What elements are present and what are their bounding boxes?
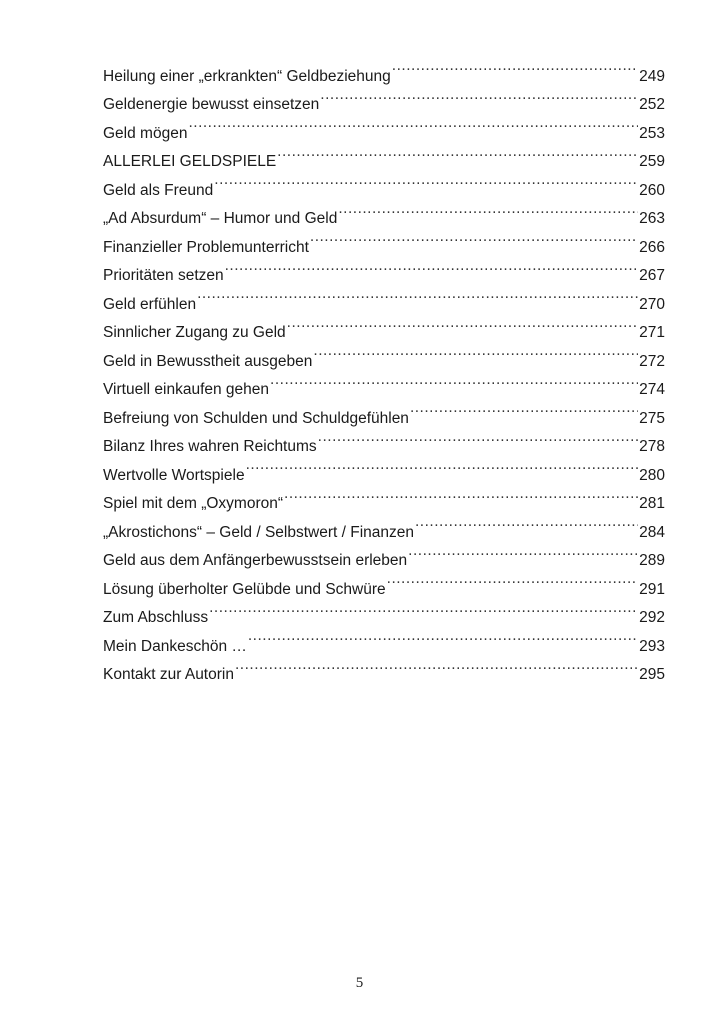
toc-entry-page: 284	[639, 523, 665, 541]
page-number: 5	[355, 975, 364, 991]
toc-entry-page: 253	[639, 124, 665, 142]
table-of-contents	[103, 52, 665, 683]
toc-entry-title: Befreiung von Schulden und Schuldgefühlen	[103, 409, 409, 427]
toc-entry-title: Bilanz Ihres wahren Reichtums	[103, 438, 317, 455]
toc-entry-title: ALLERLEI GELDSPIELE	[103, 153, 277, 170]
toc-entry-page: 289	[639, 552, 665, 569]
toc-dot-leader	[287, 309, 638, 338]
toc-entry-page: 275	[639, 409, 665, 427]
toc-entry-page: 291	[639, 580, 665, 598]
toc-entry-page: 292	[639, 609, 665, 626]
toc-entry-page: 249	[639, 67, 665, 85]
toc-dot-leader	[387, 565, 638, 594]
toc-dot-leader	[310, 223, 638, 252]
toc-dot-leader	[408, 537, 638, 566]
toc-entry-title: Mein Dankeschön …	[103, 637, 247, 655]
toc-entry-page: 274	[639, 381, 665, 398]
toc-entry-page: 293	[639, 637, 665, 655]
toc-dot-leader	[392, 52, 638, 81]
toc-entry-title: Geld erfühlen	[103, 295, 197, 313]
toc-entry-title: Zum Abschluss	[103, 609, 209, 626]
toc-entry-title: Spiel mit dem „Oxymoron“	[103, 495, 284, 512]
toc-dot-leader	[246, 451, 639, 480]
toc-dot-leader	[270, 366, 638, 395]
toc-entry-title: Virtuell einkaufen gehen	[103, 381, 270, 398]
toc-entry-title: Prioritäten setzen	[103, 267, 224, 284]
toc-entry-page: 252	[639, 96, 665, 113]
toc-entry-page: 263	[639, 210, 665, 227]
toc-dot-leader	[320, 81, 638, 110]
toc-entry-title: Geldenergie bewusst einsetzen	[103, 96, 320, 113]
toc-dot-leader	[313, 337, 638, 366]
toc-entry-title: Geld in Bewusstheit ausgeben	[103, 352, 313, 370]
toc-entry-title: Heilung einer „erkrankten“ Geldbeziehung	[103, 67, 391, 85]
toc-entry-page: 267	[639, 267, 665, 284]
toc-entry-page: 281	[639, 495, 665, 512]
toc-entry-page: 295	[639, 666, 665, 683]
toc-entry-title: Wertvolle Wortspiele	[103, 466, 245, 484]
toc-entry-title: Finanzieller Problemunterricht	[103, 238, 309, 256]
toc-entry-title: „Akrostichons“ – Geld / Selbstwert / Finanzen	[103, 523, 414, 541]
toc-entry-page: 280	[639, 466, 665, 484]
toc-entry-title: Kontakt zur Autorin	[103, 666, 234, 683]
toc-entry[interactable]	[103, 52, 665, 85]
toc-dot-leader	[284, 480, 638, 509]
toc-dot-leader	[277, 138, 638, 167]
toc-dot-leader	[209, 594, 638, 623]
toc-dot-leader	[197, 280, 638, 309]
toc-dot-leader	[410, 394, 638, 423]
toc-entry-page: 278	[639, 438, 665, 455]
toc-entry-page: 272	[639, 352, 665, 370]
toc-entry-page: 270	[639, 295, 665, 313]
toc-entry-page: 260	[639, 181, 665, 199]
toc-dot-leader	[214, 166, 638, 195]
toc-dot-leader	[338, 195, 638, 224]
toc-entry-page: 266	[639, 238, 665, 256]
toc-entry-title: Geld als Freund	[103, 181, 214, 199]
toc-dot-leader	[225, 252, 639, 281]
toc-entry-title: Sinnlicher Zugang zu Geld	[103, 324, 286, 341]
toc-dot-leader	[188, 109, 638, 138]
toc-entry-title: Geld mögen	[103, 124, 188, 142]
toc-entry-title: Geld aus dem Anfängerbewusstsein erleben	[103, 552, 408, 569]
toc-dot-leader	[415, 508, 638, 537]
toc-dot-leader	[235, 651, 638, 680]
toc-entry-title: Lösung überholter Gelübde und Schwüre	[103, 580, 386, 598]
toc-dot-leader	[318, 423, 638, 452]
toc-dot-leader	[248, 622, 638, 651]
toc-entry-page: 259	[639, 153, 665, 170]
toc-entry-page: 271	[639, 324, 665, 341]
toc-entry-title: „Ad Absurdum“ – Humor und Geld	[103, 210, 338, 227]
